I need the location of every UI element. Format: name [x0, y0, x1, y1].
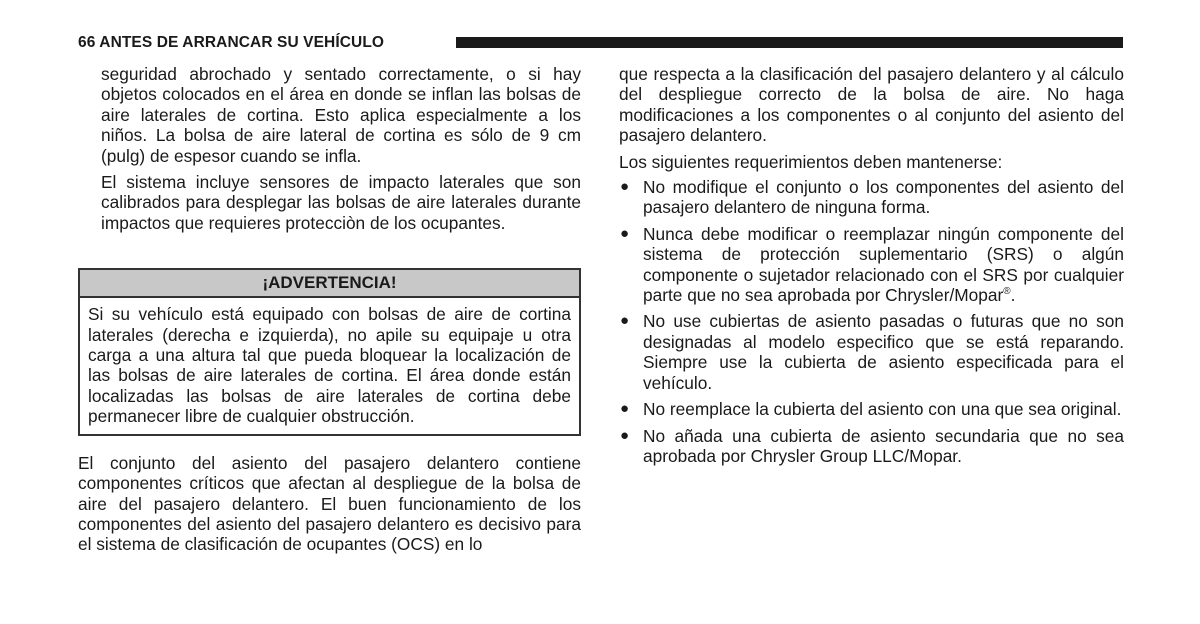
- warning-box: [78, 268, 581, 435]
- left-column: [78, 64, 581, 555]
- paragraph-clasificacion: que respecta a la clasificación del pasajero delantero y al cálculo del despliegue correcto de la bolsa de aire. No haga modificaciones a los componentes o al conjunto del asiento del pasajero delantero.: [619, 64, 1124, 146]
- list-item: [619, 224, 1124, 306]
- bullet-icon: ●: [620, 178, 630, 196]
- paragraph-requerimientos: Los siguientes requerimientos deben mantenerse:: [619, 151, 1003, 172]
- list-item: [619, 426, 1124, 467]
- list-item-text: No añada una cubierta de asiento secundaria que no sea aprobada por Chrysler Group LLC/Mopar.: [643, 425, 1124, 466]
- bullet-icon: ●: [620, 426, 630, 444]
- paragraph-conjunto-asiento: El conjunto del asiento del pasajero delantero contiene componentes críticos que afectan al despliegue de la bolsa de aire del pasajero delantero. El buen funcionamiento de los componentes del asiento del pasajero delantero es decisivo para el sistema de clasificación de ocupantes (OCS) en lo: [78, 452, 581, 555]
- bullet-icon: ●: [620, 224, 630, 242]
- registered-mark: ®: [1003, 286, 1011, 298]
- list-item-text: No modifique el conjunto o los componentes del asiento del pasajero delantero de ninguna forma.: [643, 177, 1124, 218]
- page-header: [78, 33, 1123, 53]
- bullet-icon: ●: [620, 400, 630, 418]
- list-item: [619, 399, 1124, 419]
- list-item-text: No reemplace la cubierta del asiento con una que sea original.: [643, 399, 1122, 420]
- right-column: [619, 64, 1124, 472]
- header-rule: [456, 37, 1123, 48]
- list-item-text: Nunca debe modificar o reemplazar ningún componente del sistema de protección suplementario (SRS) o algún componente o sujetador relacionado con el SRS por cualquier parte que no sea aprobada por Chrysler/Mopar: [643, 223, 1124, 306]
- list-item: [619, 177, 1124, 218]
- list-item-text: No use cubiertas de asiento pasadas o futuras que no son designadas al modelo especifico que se está reparando. Siempre use la cubierta de asiento especificada para el vehículo.: [643, 311, 1124, 393]
- bullet-icon: ●: [620, 312, 630, 330]
- requirements-list: [619, 177, 1124, 466]
- paragraph-sensores: El sistema incluye sensores de impacto laterales que son calibrados para desplegar las bolsas de aire laterales durante impactos que requieres protecciòn de los ocupantes.: [101, 172, 581, 233]
- page-title: 66 ANTES DE ARRANCAR SU VEHÍCULO: [78, 34, 385, 51]
- list-item: [619, 311, 1124, 393]
- warning-body: Si su vehículo está equipado con bolsas de aire de cortina laterales (derecha e izquierda), no apile su equipaje u otra carga a una altura tal que pueda bloquear la localización de las bolsas de aire laterales de cortina. El área donde están localizadas las bolsas de aire laterales de cortina debe permanecer libre de cualquier obstrucción.: [88, 304, 571, 427]
- warning-title: ¡ADVERTENCIA!: [80, 270, 579, 298]
- list-item-end: .: [1010, 285, 1016, 306]
- paragraph-seguridad: seguridad abrochado y sentado correctamente, o si hay objetos colocados en el área en donde se inflan las bolsas de aire laterales de cortina. Esto aplica especialmente a los niños. La bolsa de aire lateral de cortina es sólo de 9 cm (pulg) de espesor cuando se infla.: [101, 64, 581, 166]
